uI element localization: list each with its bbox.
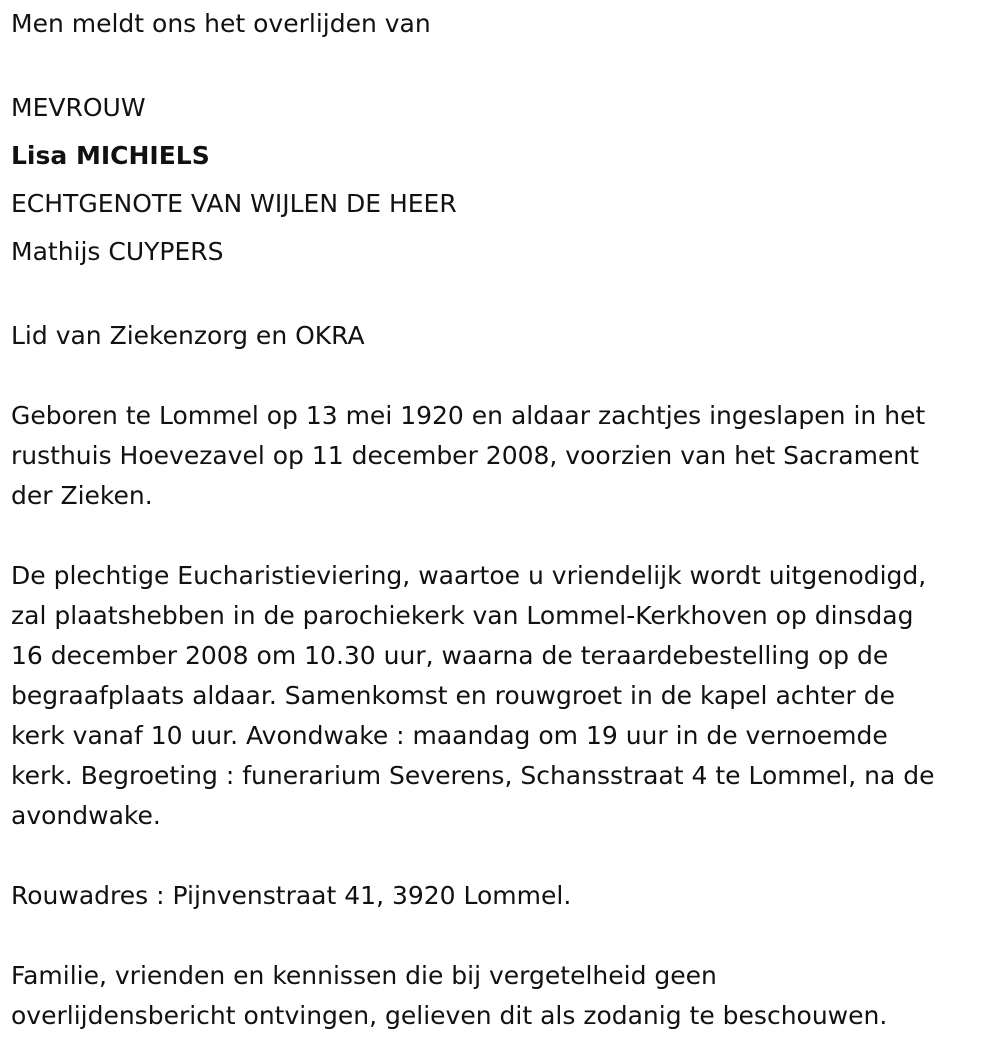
deceased-name: Lisa MICHIELS — [11, 141, 210, 170]
mourning-address: Rouwadres : Pijnvenstraat 41, 3920 Lommel. — [11, 881, 572, 910]
spacer — [11, 276, 1000, 316]
deceased-title: MEVROUW — [11, 93, 146, 122]
spacer — [11, 916, 1000, 956]
paragraph-line: rusthuis Hoevezavel op 11 december 2008, voorzien van het Sacrament — [11, 441, 920, 470]
paragraph-line: begraafplaats aldaar. Samenkomst en rouwgroet in de kapel achter de — [11, 681, 896, 710]
paragraph-line: kerk. Begroeting : funerarium Severens, Schansstraat 4 te Lommel, na de — [11, 761, 935, 790]
spacer — [11, 836, 1000, 876]
paragraph-line: Familie, vrienden en kennissen die bij vergetelheid geen — [11, 961, 717, 990]
spacer — [11, 44, 1000, 84]
spouse-name: Mathijs CUYPERS — [11, 237, 224, 266]
intro-text: Men meldt ons het overlijden van — [11, 9, 431, 38]
spouse-label: ECHTGENOTE VAN WIJLEN DE HEER — [11, 189, 457, 218]
deceased-block — [11, 84, 1000, 276]
paragraph-line: Geboren te Lommel op 13 mei 1920 en aldaar zachtjes ingeslapen in het — [11, 401, 926, 430]
paragraph-line: De plechtige Eucharistieviering, waartoe u vriendelijk wordt uitgenodigd, — [11, 561, 927, 590]
birth-death-paragraph — [11, 396, 1000, 516]
paragraph-line: 16 december 2008 om 10.30 uur, waarna de teraardebestelling op de — [11, 641, 889, 670]
paragraph-line: overlijdensbericht ontvingen, gelieven dit als zodanig te beschouwen. — [11, 1001, 888, 1030]
membership-text: Lid van Ziekenzorg en OKRA — [11, 321, 365, 350]
paragraph-line: zal plaatshebben in de parochiekerk van Lommel-Kerkhoven op dinsdag — [11, 601, 914, 630]
paragraph-line: kerk vanaf 10 uur. Avondwake : maandag om 19 uur in de vernoemde — [11, 721, 888, 750]
closing-paragraph — [11, 956, 1000, 1036]
spacer — [11, 356, 1000, 396]
paragraph-line: avondwake. — [11, 801, 161, 830]
spacer — [11, 516, 1000, 556]
paragraph-line: der Zieken. — [11, 481, 153, 510]
ceremony-paragraph — [11, 556, 1000, 836]
